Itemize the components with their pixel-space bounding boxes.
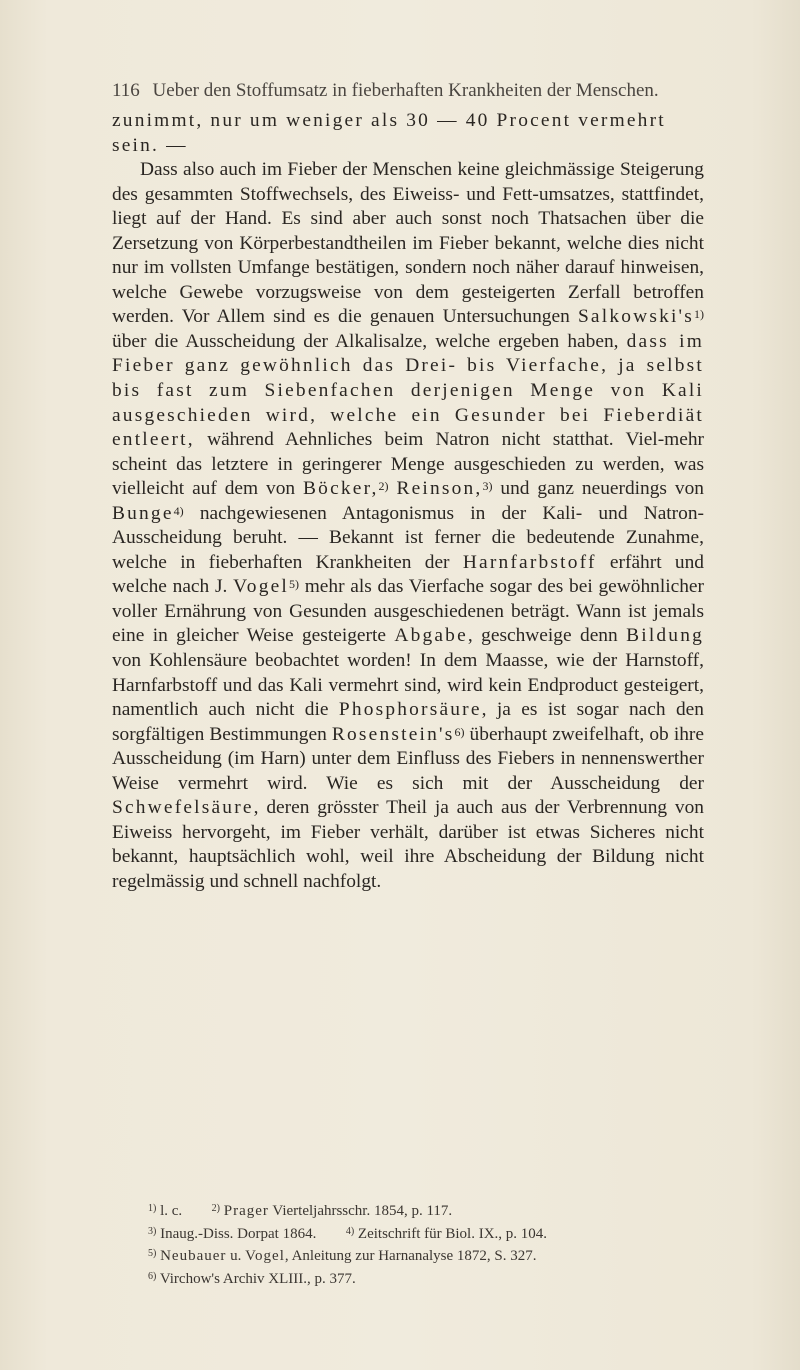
footnote-mark: 6) xyxy=(148,1270,157,1282)
author-name: Vogel xyxy=(233,576,289,598)
paragraph-continued-line-1: zunimmt, nur um weniger als 30 — 40 Procent vermehrt xyxy=(112,110,666,131)
footnote-mark: 3) xyxy=(148,1225,157,1237)
footnote-text: Neubauer xyxy=(160,1248,227,1264)
emphasis-text: Phosphorsäure xyxy=(338,699,482,721)
text-segment: Dass also auch im Fieber der Menschen keine gleichmässige Steigerung des gesammten Stoffwechsels, des Eiweiss- und Fett-umsatzes, stattfindet, liegt auf der Hand. Es sind aber auch sonst noch Thatsachen über die Zersetzung von Körperbestandtheilen im Fieber bekannt, welche dies nicht nur im vollsten Umfange bestätigen, sondern noch näher darauf hinweisen, welche Gewebe vorzugsweise von dem gesteigerten Zerfall betroffen werden. Vor Allem sind es die genauen Untersuchungen xyxy=(112,159,704,328)
emphasis-text: Bildung xyxy=(626,625,704,647)
text-segment: und ganz neuerdings von xyxy=(492,478,704,500)
author-name: Reinson, xyxy=(396,478,483,500)
author-name: Rosenstein's xyxy=(331,723,455,745)
footnote-row xyxy=(148,1200,708,1223)
paragraph-continued xyxy=(112,109,704,158)
footnote-row xyxy=(148,1245,708,1268)
text-segment: nachgewiesenen Antagonismus in der Kali- und Natron-Ausscheidung beruht. — Bekannt ist ferner die bedeutende Zunahme, welche in fieberhaften Krankheiten der xyxy=(112,502,704,573)
author-name: Salkowski's xyxy=(577,306,694,328)
page-number: 116 xyxy=(112,80,140,101)
running-title: Ueber den Stoffumsatz in fieberhaften Krankheiten der Menschen. xyxy=(152,80,659,101)
footnote-text: Zeitschrift für Biol. IX., p. 104. xyxy=(357,1225,548,1242)
text-segment: von Kohlensäure beobachtet worden! In dem Maasse, wie der Harnstoff, Harnfarbstoff und das Kali vermehrt sind, wird kein Endproduct gesteigert, namentlich auch nicht die xyxy=(112,650,704,721)
footnote-mark: 1) xyxy=(148,1203,157,1214)
footnote-ref: 3) xyxy=(482,479,493,494)
author-name: Bunge xyxy=(112,502,174,524)
running-header xyxy=(112,80,704,102)
footnote-text: Vogel xyxy=(245,1248,285,1264)
footnote-mark: 5) xyxy=(148,1248,157,1259)
footnote-text: Prager xyxy=(223,1203,269,1219)
footnote-ref: 5) xyxy=(288,577,299,592)
emphasis-text: Schwefelsäure xyxy=(112,797,254,819)
footnote-mark: 4) xyxy=(345,1225,355,1237)
footnote-text: Virchow's Archiv XLIII., p. 377. xyxy=(159,1270,356,1287)
emphasis-text: Harnfarbstoff xyxy=(462,551,597,573)
footnote-ref: 1) xyxy=(694,307,704,322)
body-text xyxy=(112,109,704,895)
footnote-ref: 2) xyxy=(378,479,389,494)
text-segment: mehr als das Vierfache sogar des bei gewöhnlicher voller Ernährung von Gesunden ausgeschiedenen beträgt. Wann ist jemals eine in gleicher Weise gesteigerte xyxy=(112,576,704,647)
text-segment: erfährt und welche nach J. xyxy=(112,551,704,598)
text-segment: überhaupt zweifelhaft, ob ihre Ausscheidung (im Harn) unter dem Einfluss des Fiebers in nennenswerther Weise vermehrt wird. Wie es sich mit der Ausscheidung der xyxy=(112,723,704,794)
text-segment: , ja es ist sogar nach den sorgfältigen Bestimmungen xyxy=(112,699,704,745)
footnote-ref: 4) xyxy=(173,503,184,518)
text-segment: , deren grösster Theil ja auch aus der Verbrennung von Eiweiss hervorgeht, im Fieber verhält, darüber ist etwas Sicheres nicht bekannt, hauptsächlich wohl, weil ihre Abscheidung der Bildung nicht regelmässig und schnell nachfolgt. xyxy=(112,797,704,892)
paragraph-continued-line-2: sein. — xyxy=(112,134,188,156)
emphasis-text: Abgabe xyxy=(394,625,468,647)
paragraph-main xyxy=(112,158,704,894)
author-name: Böcker, xyxy=(303,478,379,500)
emphasis-text: dass im Fieber ganz gewöhnlich das Drei- bis Vierfache, ja selbst bis fast zum Siebenfachen derjenigen Menge von Kali ausgeschieden wird, welche ein Gesunder bei Fieberdiät entleert, xyxy=(112,330,704,451)
text-segment: , geschweige denn xyxy=(467,625,627,647)
footnote-text: , Anleitung zur Harnanalyse 1872, S. 327. xyxy=(284,1248,537,1264)
footnote-text: l. c. xyxy=(160,1203,183,1219)
text-segment: über die Ausscheidung der Alkalisalze, welche ergeben haben, xyxy=(112,330,627,352)
footnote-text: u. xyxy=(226,1248,246,1264)
footnote-ref: 6) xyxy=(454,724,465,739)
footnotes xyxy=(148,1200,708,1290)
footnote-text: Inaug.-Diss. Dorpat 1864. xyxy=(160,1225,317,1242)
text-segment: während Aehnliches beim Natron nicht statthat. Viel-mehr scheint das letztere in geringerer Menge ausgeschieden zu werden, was vielleicht auf dem von xyxy=(112,429,704,500)
footnote-mark: 2) xyxy=(211,1203,221,1214)
footnote-text: Vierteljahrsschr. 1854, p. 117. xyxy=(268,1203,453,1219)
footnote-row xyxy=(148,1268,708,1291)
footnote-row xyxy=(148,1223,708,1246)
